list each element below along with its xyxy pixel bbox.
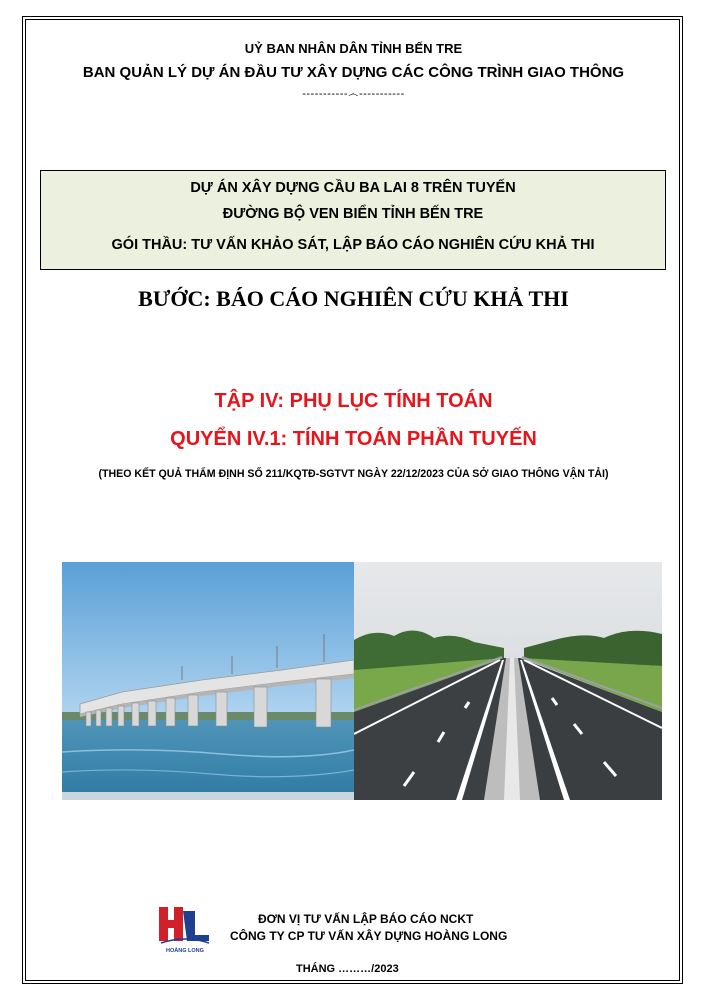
project-box	[40, 170, 666, 270]
project-title-line2: ĐƯỜNG BỘ VEN BIỂN TỈNH BẾN TRE	[222, 206, 484, 222]
volume-title: TẬP IV: PHỤ LỤC TÍNH TOÁN	[214, 390, 493, 412]
consultant-company: CÔNG TY CP TƯ VẤN XÂY DỰNG HOÀNG LONG	[230, 929, 508, 943]
book-title: QUYỂN IV.1: TÍNH TOÁN PHẦN TUYẾN	[170, 428, 537, 450]
ornament-divider: -----------෴-----------	[302, 88, 405, 100]
logo-text: HOÀNG LONG	[166, 948, 204, 954]
highway-photo	[354, 562, 662, 800]
page-border	[22, 16, 683, 984]
bridge-photo	[62, 562, 354, 800]
bid-package: GÓI THẦU: TƯ VẤN KHẢO SÁT, LẬP BÁO CÁO NGHIÊN CỨU KHẢ THI	[111, 237, 595, 253]
step-title: BƯỚC: BÁO CÁO NGHIÊN CỨU KHẢ THI	[138, 286, 569, 311]
appraisal-note: (THEO KẾT QUẢ THẨM ĐỊNH SỐ 211/KQTĐ-SGTVT NGÀY 22/12/2023 CỦA SỞ GIAO THÔNG VẬN TẢI)	[98, 468, 609, 480]
board-name: BAN QUẢN LÝ DỰ ÁN ĐẦU TƯ XÂY DỰNG CÁC CÔNG TRÌNH GIAO THÔNG	[82, 64, 625, 81]
committee-name: UỶ BAN NHÂN DÂN TỈNH BẾN TRE	[244, 41, 463, 56]
consultant-role: ĐƠN VỊ TƯ VẤN LẬP BÁO CÁO NCKT	[258, 912, 474, 926]
project-title-line1: DỰ ÁN XÂY DỰNG CẦU BA LAI 8 TRÊN TUYẾN	[190, 180, 516, 196]
company-logo	[157, 905, 213, 955]
issue-date: THÁNG ………/2023	[296, 963, 399, 975]
